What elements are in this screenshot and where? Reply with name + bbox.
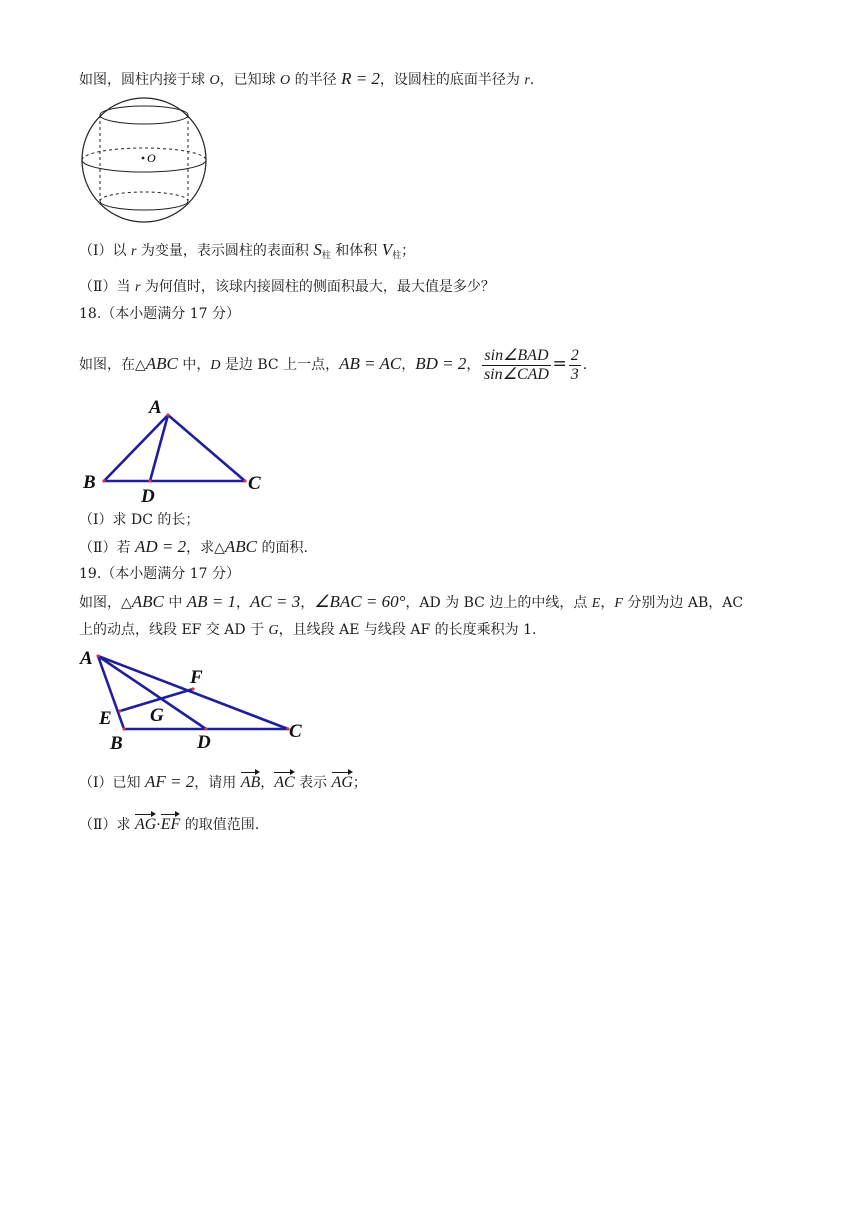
point-b <box>122 727 125 730</box>
label-b: B <box>110 733 123 754</box>
label-e: E <box>99 708 112 729</box>
center-point <box>142 157 145 160</box>
point-c <box>243 479 246 482</box>
sine-ratio-fraction: $\frac{\text{sin∠BAD}}{\text{sin∠CAD}}$ <box>483 346 549 383</box>
point-e <box>118 709 121 712</box>
q19-header: 19.（本小题满分 17 分） <box>79 566 240 582</box>
sphere-cylinder-figure <box>78 97 212 225</box>
q19-part2: （Ⅱ）求 AG·EF 的取值范围. <box>79 813 259 835</box>
label-a: A <box>80 648 93 669</box>
radius-equation: R = 2 <box>341 69 380 88</box>
label-d: D <box>197 732 211 753</box>
label-d: D <box>141 486 155 507</box>
point-b <box>102 479 105 482</box>
label-a: A <box>149 397 162 418</box>
equator-front <box>82 160 206 172</box>
q18-part1: （Ⅰ）求 DC 的长； <box>79 512 200 528</box>
label-f: F <box>190 667 203 688</box>
label-c: C <box>248 473 261 494</box>
q19-part1: （Ⅰ）已知 AF = 2，请用 AB，AC 表示 AG； <box>79 772 367 791</box>
point-a <box>96 654 99 657</box>
segment-ac <box>168 415 245 481</box>
q19-line2: 上的动点，线段 EF 交 AD 于 G，且线段 AE 与线段 AF 的长度乘积为 1. <box>79 622 537 638</box>
triangle-efg-figure <box>78 647 318 757</box>
point-d <box>204 727 207 730</box>
triangle-abd-figure <box>80 395 280 505</box>
point-a <box>166 413 169 416</box>
point-d <box>148 479 151 482</box>
q19-line1: 如图，△ABC 中 AB = 1，AC = 3，∠BAC = 60°，AD 为 BC 边上的中线，点 E，F 分别为边 AB，AC <box>79 592 744 611</box>
q18-intro: 如图，在△ABC 中，D 是边 BC 上一点，AB = AC，BD = 2， $\frac{\text{sin∠BAD}}{\text{sin∠CAD}}$ = $\frac{2}{3}$ . <box>79 346 588 383</box>
cylinder-bottom-front <box>100 201 188 210</box>
q18-header: 18.（本小题满分 17 分） <box>79 306 240 322</box>
center-label: O <box>147 151 156 165</box>
vector-ac: AC <box>274 771 294 793</box>
q17-intro: 如图，圆柱内接于球 O，已知球 O 的半径 R = 2，设圆柱的底面半径为 r. <box>79 69 535 88</box>
vector-ef: EF <box>161 813 181 835</box>
label-c: C <box>289 721 302 742</box>
q17-part1: （Ⅰ）以 r 为变量，表示圆柱的表面积 $S_柱$ 和体积 $V_柱$； <box>79 240 416 261</box>
vector-ab: AB <box>241 771 261 793</box>
vector-ag-2: AG <box>135 813 156 835</box>
q18-part2: （Ⅱ）若 AD = 2，求△ABC 的面积. <box>79 537 308 556</box>
label-b: B <box>83 472 96 493</box>
q17-part2: （Ⅱ）当 r 为何值时，该球内接圆柱的侧面积最大，最大值是多少？ <box>79 279 495 295</box>
cylinder-bottom-back <box>100 192 188 201</box>
value-fraction: $\frac{2}{3}$ <box>570 346 579 383</box>
cylinder-top <box>100 106 188 124</box>
label-g: G <box>150 705 164 726</box>
vector-ag: AG <box>332 771 353 793</box>
